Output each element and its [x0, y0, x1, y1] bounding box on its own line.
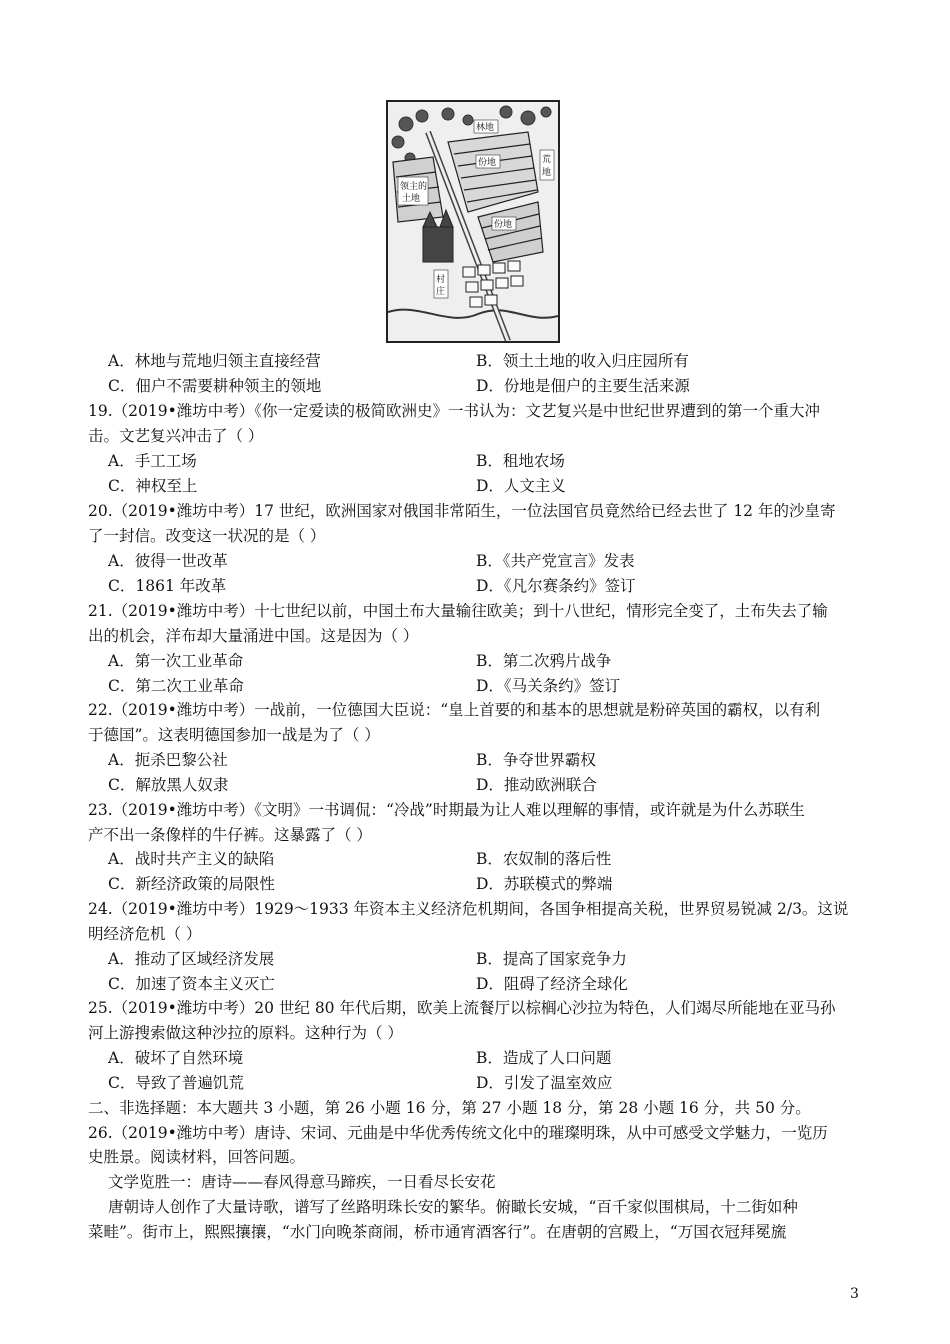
- q20-option-c: C．1861 年改革: [108, 577, 227, 595]
- q19-stem-line1: 19.（2019•潍坊中考）《你一定爱读的极简欧洲史》一书认为：文艺复兴是中世纪世界遭到的第一个重大冲: [88, 402, 820, 420]
- q19-option-c: C．神权至上: [108, 477, 198, 495]
- q24-stem-line2: 明经济危机（ ）: [88, 925, 202, 943]
- q23-option-c: C．新经济政策的局限性: [108, 875, 275, 893]
- q21-stem-line2: 出的机会，洋布却大量涌进中国。这是因为（ ）: [88, 627, 419, 645]
- q20-stem-line1: 20.（2019•潍坊中考）17 世纪，欧洲国家对俄国非常陌生，一位法国官员竟然给已经去世了 12 年的沙皇寄: [88, 502, 836, 520]
- q25-option-a: A．破坏了自然环境: [108, 1049, 244, 1067]
- q25-stem-line2: 河上游搜索做这种沙拉的原料。这种行为（ ）: [88, 1024, 403, 1042]
- q18-option-d: D．份地是佃户的主要生活来源: [476, 377, 690, 395]
- q25-option-d: D．引发了温室效应: [476, 1074, 613, 1092]
- q26-stem-line2: 史胜景。阅读材料，回答问题。: [88, 1148, 306, 1166]
- q18-option-b: B．领土土地的收入归庄园所有: [476, 352, 689, 370]
- label-share-1: 份地: [478, 158, 497, 168]
- q25-stem-line1: 25.（2019•潍坊中考）20 世纪 80 年代后期，欧美上流餐厅以棕榈心沙拉为特色，人们竭尽所能地在亚马孙: [88, 999, 836, 1017]
- q23-option-d: D．苏联模式的弊端: [476, 875, 613, 893]
- label-village-1: 村: [436, 275, 446, 285]
- q26-subsection-title: 文学览胜一：唐诗——春风得意马蹄疾，一日看尽长安花: [108, 1173, 496, 1191]
- q26-material-line1: 唐朝诗人创作了大量诗歌，谱写了丝路明珠长安的繁华。俯瞰长安城，“百千家似围棋局，十二街如种: [108, 1198, 798, 1216]
- q19-stem-line2: 击。文艺复兴冲击了（ ）: [88, 427, 264, 445]
- q20-option-d: D．《凡尔赛条约》签订: [476, 577, 636, 595]
- q22-option-a: A．扼杀巴黎公社: [108, 751, 228, 769]
- q18-option-c: C．佃户不需要耕种领主的领地: [108, 377, 322, 395]
- q18-option-a: A．林地与荒地归领主直接经营: [108, 352, 321, 370]
- manor-map-illustration: [388, 102, 558, 341]
- q21-stem-line1: 21.（2019•潍坊中考）十七世纪以前，中国土布大量输往欧美；到十八世纪，情形完全变了，土布失去了输: [88, 602, 828, 620]
- q19-option-a: A．手工工场: [108, 452, 197, 470]
- label-lord-land-1: 领主的: [400, 182, 428, 192]
- q20-option-a: A．彼得一世改革: [108, 552, 228, 570]
- label-wasteland: 荒: [542, 155, 552, 165]
- q23-option-b: B．农奴制的落后性: [476, 850, 612, 868]
- q24-option-d: D．阻碍了经济全球化: [476, 975, 628, 993]
- q23-stem-line1: 23.（2019•潍坊中考）《文明》一书调侃：“冷战”时期最为让人难以理解的事情，或许就是为什么苏联生: [88, 801, 805, 819]
- label-village-2: 庄: [436, 287, 446, 297]
- q23-option-a: A．战时共产主义的缺陷: [108, 850, 275, 868]
- q22-option-d: D．推动欧洲联合: [476, 776, 597, 794]
- q22-option-b: B．争夺世界霸权: [476, 751, 596, 769]
- q19-option-b: B．租地农场: [476, 452, 565, 470]
- q25-option-c: C．导致了普遍饥荒: [108, 1074, 244, 1092]
- q21-option-b: B．第二次鸦片战争: [476, 652, 612, 670]
- q24-stem-line1: 24.（2019•潍坊中考）1929～1933 年资本主义经济危机期间，各国争相提高关税，世界贸易锐减 2/3。这说: [88, 900, 849, 918]
- q22-option-c: C．解放黑人奴隶: [108, 776, 229, 794]
- label-forest: 林地: [476, 123, 495, 133]
- q24-option-b: B．提高了国家竞争力: [476, 950, 627, 968]
- q19-option-d: D．人文主义: [476, 477, 566, 495]
- q20-stem-line2: 了一封信。改变这一状况的是（ ）: [88, 527, 326, 545]
- label-lord-land-2: 土地: [402, 194, 421, 204]
- q21-option-d: D．《马关条约》签订: [476, 677, 621, 695]
- q24-option-c: C．加速了资本主义灭亡: [108, 975, 275, 993]
- q20-option-b: B．《共产党宣言》发表: [476, 552, 635, 570]
- q22-stem-line1: 22.（2019•潍坊中考）一战前，一位德国大臣说：“皇上首要的和基本的思想就是粉碎英国的霸权，以有利: [88, 701, 821, 719]
- q26-stem-line1: 26.（2019•潍坊中考）唐诗、宋词、元曲是中华优秀传统文化中的璀璨明珠，从中可感受文学魅力，一览历: [88, 1124, 828, 1142]
- manor-map-figure: [386, 100, 560, 343]
- q23-stem-line2: 产不出一条像样的牛仔裤。这暴露了（ ）: [88, 826, 372, 844]
- q21-option-c: C．第二次工业革命: [108, 677, 244, 695]
- q25-option-b: B．造成了人口问题: [476, 1049, 612, 1067]
- q26-material-line2: 菜畦”。街市上，熙熙攘攘，“水门向晚茶商闹，桥市通宵酒客行”。在唐朝的宫殿上，“万国衣冠拜冕旒: [88, 1223, 787, 1241]
- section-2-heading: 二、非选择题：本大题共 3 小题，第 26 小题 16 分，第 27 小题 18 分，第 28 小题 16 分，共 50 分。: [88, 1099, 811, 1117]
- page-number: 3: [850, 1286, 859, 1302]
- q24-option-a: A．推动了区域经济发展: [108, 950, 275, 968]
- label-wasteland-2: 地: [542, 168, 552, 178]
- label-share-2: 份地: [494, 220, 513, 230]
- q22-stem-line2: 于德国”。这表明德国参加一战是为了（ ）: [88, 726, 380, 744]
- q21-option-a: A．第一次工业革命: [108, 652, 244, 670]
